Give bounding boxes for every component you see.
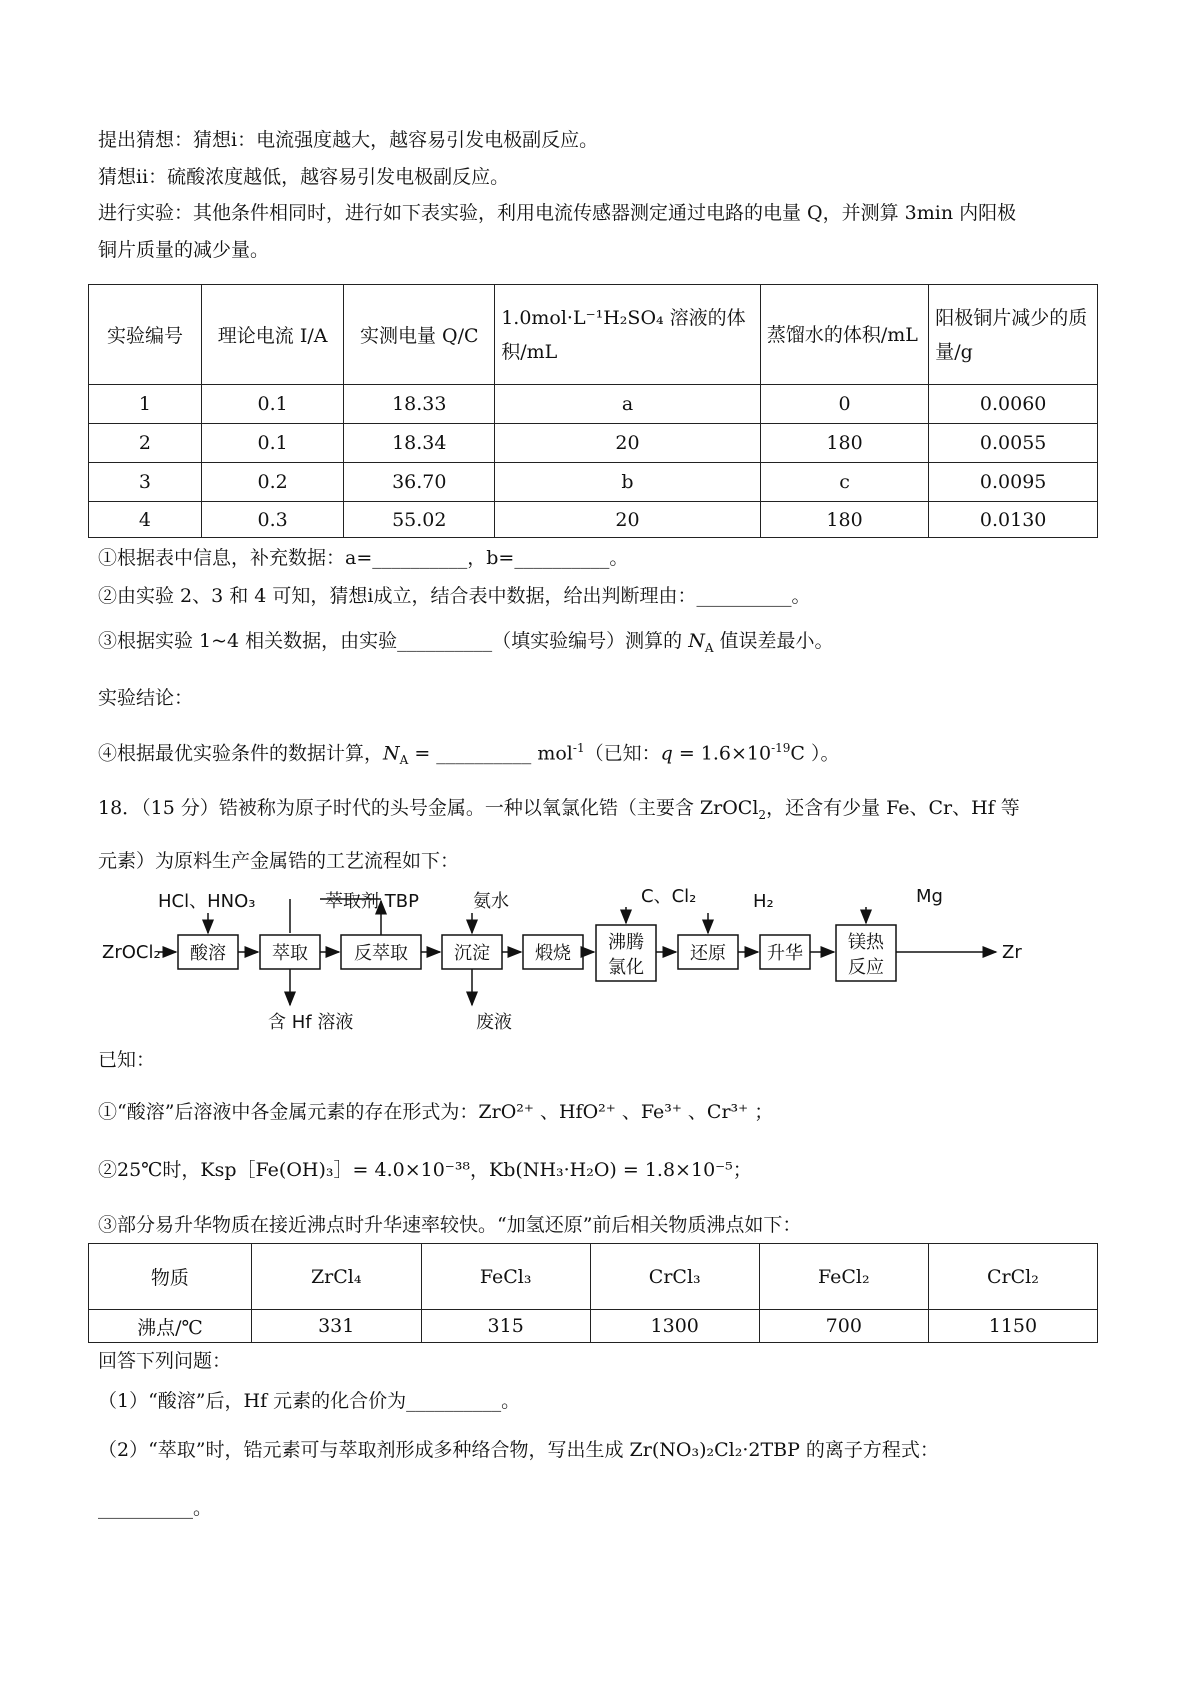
flow-step-label: 镁热	[848, 932, 884, 953]
na-symbol: N	[688, 630, 705, 652]
na-symbol: N	[383, 742, 400, 765]
table-header: CrCl₃	[590, 1244, 759, 1310]
problem-18-intro: 元素）为原料生产金属锆的工艺流程如下：	[98, 850, 460, 872]
hypothesis-1: 提出猜想：猜想ⅰ：电流强度越大，越容易引发电极副反应。	[98, 129, 599, 151]
experiment-table	[88, 284, 1098, 538]
table-header: 1.0mol·L⁻¹H₂SO₄ 溶液的体积/mL	[495, 285, 761, 385]
flow-output-hf: 含 Hf 溶液	[268, 1012, 354, 1033]
hypothesis-2: 猜想ⅱ：硫酸浓度越低，越容易引发电极副反应。	[98, 166, 510, 188]
table-cell: 3	[89, 463, 202, 502]
table-cell: c	[760, 463, 928, 502]
flow-step-label: 反应	[848, 957, 884, 978]
flow-start: ZrOCl₂	[102, 942, 161, 963]
table-row	[89, 385, 1098, 424]
process-flow-diagram	[98, 885, 1098, 1035]
table-cell: 315	[421, 1310, 590, 1343]
question-4-known: （已知：	[584, 742, 661, 765]
na-subscript: A	[399, 753, 409, 768]
flow-step-label: 氯化	[608, 957, 644, 978]
question-1: ①根据表中信息，补充数据：a=__________，b=__________。	[98, 547, 629, 569]
table-row	[89, 463, 1098, 502]
experiment-intro: 进行实验：其他条件相同时，进行如下表实验，利用电流传感器测定通过电路的电量 Q，并测算 3min 内阳极	[98, 202, 1017, 224]
flow-input-tbp: 萃取剂 TBP	[325, 891, 419, 912]
flow-step-label: 还原	[690, 943, 726, 964]
boiling-point-table	[88, 1243, 1098, 1343]
table-header: 阳极铜片减少的质量/g	[929, 285, 1098, 385]
table-cell: 0.0060	[929, 385, 1098, 424]
table-cell: 0.0055	[929, 424, 1098, 463]
flow-input-mg: Mg	[916, 886, 943, 907]
table-header: FeCl₃	[421, 1244, 590, 1310]
table-cell: 20	[495, 502, 761, 538]
flow-output-waste: 废液	[476, 1012, 512, 1033]
table-cell: 700	[759, 1310, 928, 1343]
question-4-blank: = __________ mol	[408, 742, 573, 765]
table-cell: 0.3	[201, 502, 343, 538]
question-3-text: ③根据实验 1~4 相关数据，由实验__________（填实验编号）测算的	[98, 630, 689, 652]
table-header: 蒸馏水的体积/mL	[760, 285, 928, 385]
table-cell: 36.70	[344, 463, 495, 502]
problem-18-text: 18．（15 分）锆被称为原子时代的头号金属。一种以氧氯化锆（主要含 ZrOCl	[98, 797, 759, 819]
table-header: 实验编号	[89, 285, 202, 385]
question-4	[98, 736, 840, 772]
table-cell: 沸点/℃	[89, 1310, 252, 1343]
flow-step-label: 沸腾	[608, 932, 644, 953]
flow-input-h2: H₂	[753, 891, 774, 912]
table-cell: 0.2	[201, 463, 343, 502]
table-cell: 331	[251, 1310, 421, 1343]
flow-step-label: 沉淀	[454, 943, 490, 964]
flow-step-label: 煅烧	[535, 943, 571, 964]
table-header: 理论电流 I/A	[201, 285, 343, 385]
table-cell: 1150	[928, 1310, 1097, 1343]
question-2: ②由实验 2、3 和 4 可知，猜想ⅰ成立，结合表中数据，给出判断理由：__________。	[98, 585, 811, 607]
known-3: ③部分易升华物质在接近沸点时升华速率较快。“加氢还原”前后相关物质沸点如下：	[98, 1214, 802, 1236]
known-1: ①“酸溶”后溶液中各金属元素的存在形式为：ZrO²⁺ 、HfO²⁺ 、Fe³⁺ 、Cr³⁺ ；	[98, 1101, 774, 1123]
table-cell: 18.34	[344, 424, 495, 463]
question-4-end: C ）。	[790, 742, 840, 765]
flow-input-ammonia: 氨水	[473, 891, 509, 912]
flow-step-label: 萃取	[272, 943, 308, 964]
q-symbol: q	[660, 742, 673, 765]
problem-18-text-cont: ，还含有少量 Fe、Cr、Hf 等	[766, 797, 1020, 819]
table-header: FeCl₂	[759, 1244, 928, 1310]
table-header: 物质	[89, 1244, 252, 1310]
table-cell: 4	[89, 502, 202, 538]
table-cell: 180	[760, 424, 928, 463]
conclusion-label: 实验结论：	[98, 687, 194, 709]
flow-step-label: 反萃取	[354, 943, 408, 964]
table-cell: a	[495, 385, 761, 424]
flow-end: Zr	[1002, 942, 1022, 963]
cl2-subscript: 2	[758, 807, 767, 822]
table-cell: 180	[760, 502, 928, 538]
table-cell: b	[495, 463, 761, 502]
table-cell: 1	[89, 385, 202, 424]
table-cell: 2	[89, 424, 202, 463]
question-3	[98, 629, 834, 660]
flow-input-c-cl2: C、Cl₂	[641, 886, 697, 907]
table-cell: 0.0095	[929, 463, 1098, 502]
table-header: ZrCl₄	[251, 1244, 421, 1310]
answer-2-blank: __________。	[98, 1497, 213, 1519]
flow-input-acid: HCl、HNO₃	[158, 891, 256, 912]
known-label: 已知：	[98, 1049, 156, 1071]
question-4-value: = 1.6×10	[672, 742, 772, 765]
table-cell: 0.0130	[929, 502, 1098, 538]
experiment-intro-cont: 铜片质量的减少量。	[98, 239, 270, 261]
table-cell: 0.1	[201, 385, 343, 424]
problem-18-title	[98, 796, 1020, 827]
flow-step-label: 酸溶	[190, 943, 226, 964]
table-cell: 0.1	[201, 424, 343, 463]
table-cell: 55.02	[344, 502, 495, 538]
flow-step-label: 升华	[767, 943, 803, 964]
answer-label: 回答下列问题：	[98, 1350, 232, 1372]
table-header: CrCl₂	[928, 1244, 1097, 1310]
table-row	[89, 1310, 1098, 1343]
answer-1: （1）“酸溶”后，Hf 元素的化合价为__________。	[98, 1390, 521, 1412]
table-row	[89, 502, 1098, 538]
charge-exponent: -19	[771, 741, 791, 755]
table-cell: 18.33	[344, 385, 495, 424]
mol-exponent: -1	[572, 741, 585, 755]
table-row	[89, 424, 1098, 463]
na-subscript: A	[704, 640, 714, 655]
known-2: ②25℃时，Ksp［Fe(OH)₃］= 4.0×10⁻³⁸，Kb(NH₃·H₂O) = 1.8×10⁻⁵；	[98, 1159, 752, 1181]
answer-2: （2）“萃取”时，锆元素可与萃取剂形成多种络合物，写出生成 Zr(NO₃)₂Cl₂·2TBP 的离子方程式：	[98, 1439, 939, 1461]
question-3-tail: 值误差最小。	[713, 630, 834, 652]
table-cell: 20	[495, 424, 761, 463]
table-cell: 1300	[590, 1310, 759, 1343]
question-4-text: ④根据最优实验条件的数据计算，	[98, 742, 384, 765]
table-cell: 0	[760, 385, 928, 424]
table-header: 实测电量 Q/C	[344, 285, 495, 385]
